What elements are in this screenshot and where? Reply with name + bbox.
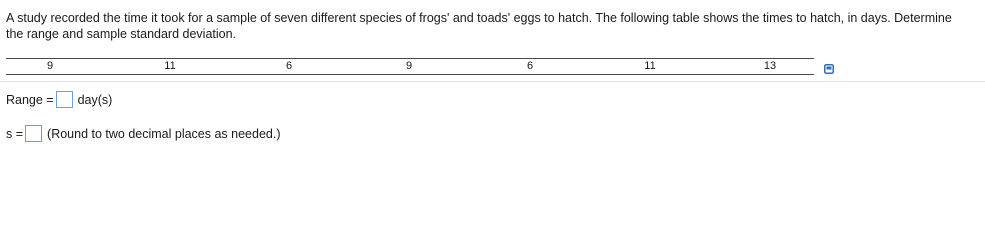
copy-to-clipboard-icon[interactable] bbox=[824, 61, 834, 71]
std-dev-label: s = bbox=[6, 126, 24, 141]
rounding-instruction: (Round to two decimal places as needed.) bbox=[47, 126, 281, 141]
question-text bbox=[6, 10, 985, 42]
table-cell: 11 bbox=[644, 60, 656, 72]
range-input[interactable] bbox=[56, 91, 73, 108]
table-cell: 13 bbox=[763, 60, 777, 72]
table-cell: 11 bbox=[164, 60, 176, 72]
range-unit: day(s) bbox=[77, 92, 113, 107]
range-label: Range = bbox=[6, 92, 54, 107]
table-cell: 9 bbox=[46, 60, 54, 72]
question-line-2: the range and sample standard deviation. bbox=[6, 27, 237, 41]
std-dev-input[interactable] bbox=[25, 125, 42, 142]
table-cell: 9 bbox=[405, 60, 413, 72]
section-divider bbox=[0, 81, 985, 82]
table-cell: 6 bbox=[285, 60, 293, 72]
hatch-times-table bbox=[6, 58, 814, 75]
question-line-1: A study recorded the time it took for a sample of seven different species of frogs' and toads' eggs to hatch. The following table shows the times to hatch, in days. Determine bbox=[6, 11, 952, 25]
table-cell: 6 bbox=[526, 60, 534, 72]
range-answer-row bbox=[6, 91, 112, 108]
std-dev-answer-row bbox=[6, 125, 281, 142]
